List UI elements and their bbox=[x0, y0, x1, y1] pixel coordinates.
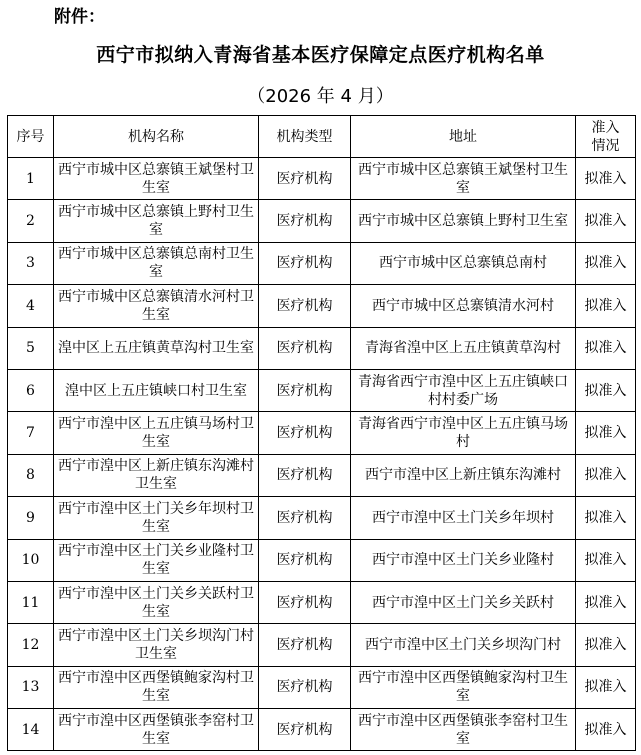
cell-address: 西宁市湟中区土门关乡关跃村 bbox=[351, 581, 576, 623]
cell-address: 西宁市城中区总寨镇上野村卫生室 bbox=[351, 200, 576, 242]
cell-status: 拟准入 bbox=[576, 242, 636, 284]
table-row bbox=[8, 242, 636, 284]
cell-name: 西宁市湟中区土门关乡业隆村卫生室 bbox=[54, 539, 259, 581]
document-subtitle: （2026 年 4 月） bbox=[247, 86, 394, 107]
cell-seq: 12 bbox=[8, 624, 54, 666]
cell-address: 西宁市湟中区土门关乡年坝村 bbox=[351, 497, 576, 539]
cell-name: 西宁市城中区总寨镇清水河村卫生室 bbox=[54, 285, 259, 327]
cell-type: 医疗机构 bbox=[259, 454, 351, 496]
cell-type: 医疗机构 bbox=[259, 412, 351, 454]
table-row bbox=[8, 200, 636, 242]
cell-seq: 10 bbox=[8, 539, 54, 581]
cell-address: 西宁市湟中区西堡镇鲍家沟村卫生室 bbox=[351, 666, 576, 708]
cell-seq: 9 bbox=[8, 497, 54, 539]
table-row bbox=[8, 412, 636, 454]
table-row bbox=[8, 709, 636, 751]
table-row bbox=[8, 497, 636, 539]
table-row bbox=[8, 285, 636, 327]
cell-status: 拟准入 bbox=[576, 454, 636, 496]
table-row bbox=[8, 624, 636, 666]
cell-name: 西宁市湟中区土门关乡关跃村卫生室 bbox=[54, 581, 259, 623]
cell-status: 拟准入 bbox=[576, 624, 636, 666]
cell-status: 拟准入 bbox=[576, 158, 636, 200]
cell-type: 医疗机构 bbox=[259, 709, 351, 751]
cell-seq: 3 bbox=[8, 242, 54, 284]
cell-type: 医疗机构 bbox=[259, 666, 351, 708]
cell-status: 拟准入 bbox=[576, 327, 636, 369]
table-row bbox=[8, 454, 636, 496]
table-row bbox=[8, 581, 636, 623]
cell-type: 医疗机构 bbox=[259, 497, 351, 539]
cell-seq: 11 bbox=[8, 581, 54, 623]
cell-seq: 13 bbox=[8, 666, 54, 708]
document-title: 西宁市拟纳入青海省基本医疗保障定点医疗机构名单 bbox=[96, 44, 545, 66]
cell-status: 拟准入 bbox=[576, 285, 636, 327]
header-type: 机构类型 bbox=[259, 116, 351, 158]
cell-status: 拟准入 bbox=[576, 497, 636, 539]
cell-status: 拟准入 bbox=[576, 369, 636, 411]
cell-seq: 5 bbox=[8, 327, 54, 369]
cell-status: 拟准入 bbox=[576, 539, 636, 581]
cell-seq: 6 bbox=[8, 369, 54, 411]
cell-name: 湟中区上五庄镇黄草沟村卫生室 bbox=[54, 327, 259, 369]
header-address: 地址 bbox=[351, 116, 576, 158]
cell-name: 西宁市湟中区上新庄镇东沟滩村卫生室 bbox=[54, 454, 259, 496]
cell-type: 医疗机构 bbox=[259, 327, 351, 369]
cell-type: 医疗机构 bbox=[259, 369, 351, 411]
cell-type: 医疗机构 bbox=[259, 200, 351, 242]
cell-seq: 7 bbox=[8, 412, 54, 454]
cell-type: 医疗机构 bbox=[259, 158, 351, 200]
table-row bbox=[8, 666, 636, 708]
cell-seq: 8 bbox=[8, 454, 54, 496]
cell-name: 西宁市城中区总寨镇上野村卫生室 bbox=[54, 200, 259, 242]
cell-address: 西宁市城中区总寨镇王斌堡村卫生室 bbox=[351, 158, 576, 200]
cell-status: 拟准入 bbox=[576, 200, 636, 242]
cell-name: 西宁市城中区总寨镇总南村卫生室 bbox=[54, 242, 259, 284]
cell-status: 拟准入 bbox=[576, 709, 636, 751]
table-row bbox=[8, 327, 636, 369]
cell-address: 青海省西宁市湟中区上五庄镇峡口村村委广场 bbox=[351, 369, 576, 411]
institution-table bbox=[7, 115, 636, 751]
cell-address: 西宁市城中区总寨镇清水河村 bbox=[351, 285, 576, 327]
cell-seq: 2 bbox=[8, 200, 54, 242]
header-status bbox=[576, 116, 636, 158]
cell-type: 医疗机构 bbox=[259, 285, 351, 327]
cell-address: 青海省西宁市湟中区上五庄镇马场村 bbox=[351, 412, 576, 454]
cell-name: 西宁市湟中区西堡镇鲍家沟村卫生室 bbox=[54, 666, 259, 708]
cell-name: 西宁市湟中区土门关乡坝沟门村卫生室 bbox=[54, 624, 259, 666]
table-row bbox=[8, 158, 636, 200]
cell-name: 西宁市城中区总寨镇王斌堡村卫生室 bbox=[54, 158, 259, 200]
cell-name: 西宁市湟中区土门关乡年坝村卫生室 bbox=[54, 497, 259, 539]
cell-address: 西宁市湟中区西堡镇张李窑村卫生室 bbox=[351, 709, 576, 751]
cell-name: 西宁市湟中区上五庄镇马场村卫生室 bbox=[54, 412, 259, 454]
cell-status: 拟准入 bbox=[576, 412, 636, 454]
cell-type: 医疗机构 bbox=[259, 242, 351, 284]
cell-address: 西宁市湟中区上新庄镇东沟滩村 bbox=[351, 454, 576, 496]
cell-address: 西宁市城中区总寨镇总南村 bbox=[351, 242, 576, 284]
attachment-label: 附件： bbox=[54, 7, 105, 27]
table-row bbox=[8, 539, 636, 581]
header-status-line1: 准入 bbox=[591, 119, 620, 136]
table-header-row bbox=[8, 116, 636, 158]
cell-status: 拟准入 bbox=[576, 666, 636, 708]
header-seq: 序号 bbox=[8, 116, 54, 158]
cell-address: 青海省湟中区上五庄镇黄草沟村 bbox=[351, 327, 576, 369]
cell-name: 西宁市湟中区西堡镇张李窑村卫生室 bbox=[54, 709, 259, 751]
cell-address: 西宁市湟中区土门关乡坝沟门村 bbox=[351, 624, 576, 666]
cell-seq: 1 bbox=[8, 158, 54, 200]
cell-type: 医疗机构 bbox=[259, 581, 351, 623]
cell-type: 医疗机构 bbox=[259, 624, 351, 666]
table-row bbox=[8, 369, 636, 411]
cell-seq: 14 bbox=[8, 709, 54, 751]
cell-type: 医疗机构 bbox=[259, 539, 351, 581]
cell-name: 湟中区上五庄镇峡口村卫生室 bbox=[54, 369, 259, 411]
cell-status: 拟准入 bbox=[576, 581, 636, 623]
cell-address: 西宁市湟中区土门关乡业隆村 bbox=[351, 539, 576, 581]
header-status-line2: 情况 bbox=[591, 137, 620, 154]
cell-seq: 4 bbox=[8, 285, 54, 327]
header-name: 机构名称 bbox=[54, 116, 259, 158]
